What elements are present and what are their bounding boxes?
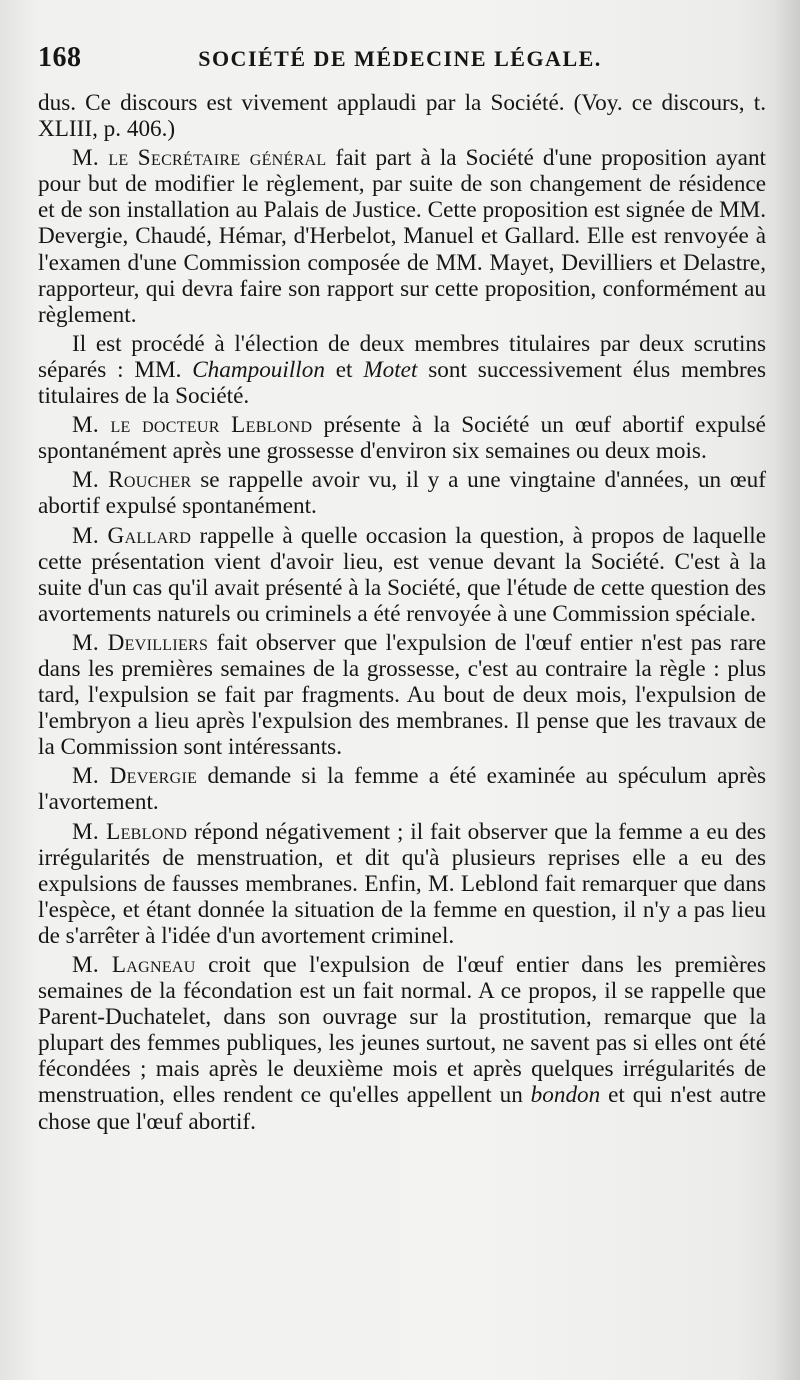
term-italic: bondon <box>530 1082 601 1109</box>
page-number: 168 <box>38 42 82 73</box>
paragraph-lagneau: M. Lagneau croit que l'expulsion de l'œuf entier dans les premières semaines de la fécondation est un fait normal. A ce propos, il se rappelle que Parent-Duchatelet, dans son ouvrage sur la prostitution, remarque que la plupart des femmes publiques, les jeunes surtout, ne savent pas si elles ont été fécondées ; mais après le deuxième mois et après quelques irrégularités de menstruation, elles rendent ce qu'elles appellent un bondon et qui n'est autre chose que l'œuf abortif. <box>38 952 766 1135</box>
speaker-name: M. Lagneau <box>72 952 196 978</box>
running-head: SOCIÉTÉ DE MÉDECINE LÉGALE. <box>198 46 602 71</box>
paragraph-devilliers: M. Devilliers fait observer que l'expulsion de l'œuf entier n'est pas rare dans les premières semaines de la grossesse, c'est au contraire la règle : plus tard, l'expulsion se fait par fragments. Au bout de deux mois, l'expulsion de l'embryon a lieu après l'expulsion des membranes. Il pense que les travaux de la Commission sont intéressants. <box>38 629 767 761</box>
paragraph-leblond-reply: M. Leblond répond négativement ; il fait observer que la femme a eu des irrégularités de menstruation, et dit qu'à plusieurs reprises elle a eu des expulsions de fausses membranes. Enfin, M. Leblond fait remarquer que dans l'espèce, et étant donnée la situation de la femme en question, il n'y a pas lieu de s'arrêter à l'idée d'un avortement criminel. <box>38 818 766 949</box>
paragraph-election: Il est procédé à l'élection de deux membres titulaires par deux scrutins séparés : MM. Champouillon et Motet sont successivement élus membres titulaires de la Société. <box>38 330 766 410</box>
speaker-name: M. le docteur Leblond <box>72 412 313 439</box>
scan-edge-shadow <box>774 0 800 1380</box>
paragraph-roucher: M. Roucher se rappelle avoir vu, il y a une vingtaine d'années, un œuf abortif expulsé spontanément. <box>38 467 766 520</box>
page-body <box>38 90 766 1135</box>
speaker-name: M. Roucher <box>72 467 192 494</box>
member-name-italic: Champouillon <box>192 356 325 383</box>
member-name-italic: Motet <box>363 356 418 383</box>
paragraph-continuation: dus. Ce discours est vivement applaudi par la Société. (Voy. ce discours, t. XLIII, p. 406.) <box>38 90 766 143</box>
speaker-name: M. Gallard <box>72 522 192 549</box>
speaker-name: M. Devilliers <box>72 629 209 656</box>
paragraph-secretaire: M. le Secrétaire général fait part à la Société d'une proposition ayant pour but de modifier le règlement, par suite de son changement de résidence et de son installation au Palais de Justice. Cette proposition est signée de MM. Devergie, Chaudé, Hémar, d'Herbelot, Manuel et Gallard. Elle est renvoyée à l'examen d'une Commission composée de MM. Mayet, Devilliers et Delastre, rapporteur, qui devra faire son rapport sur cette proposition, conformément au règlement. <box>38 145 766 328</box>
speaker-name: M. le Secrétaire général <box>72 145 327 172</box>
speaker-name: M. Leblond <box>72 818 188 845</box>
speaker-name: M. Devergie <box>72 763 198 790</box>
page-header <box>38 40 762 80</box>
paragraph-devergie: M. Devergie demande si la femme a été examinée au spéculum après l'avortement. <box>38 763 767 816</box>
paragraph-gallard: M. Gallard rappelle à quelle occasion la question, à propos de laquelle cette présentation vient d'avoir lieu, est venue devant la Société. C'est à la suite d'un cas qu'il avait présenté à la Société, que l'étude de cette question des avortements naturels ou criminels a été renvoyée à une Commission spéciale. <box>38 522 766 627</box>
paragraph-leblond-presentation: M. le docteur Leblond présente à la Société un œuf abortif expulsé spontanément après une grossesse d'environ six semaines ou deux mois. <box>38 412 766 465</box>
